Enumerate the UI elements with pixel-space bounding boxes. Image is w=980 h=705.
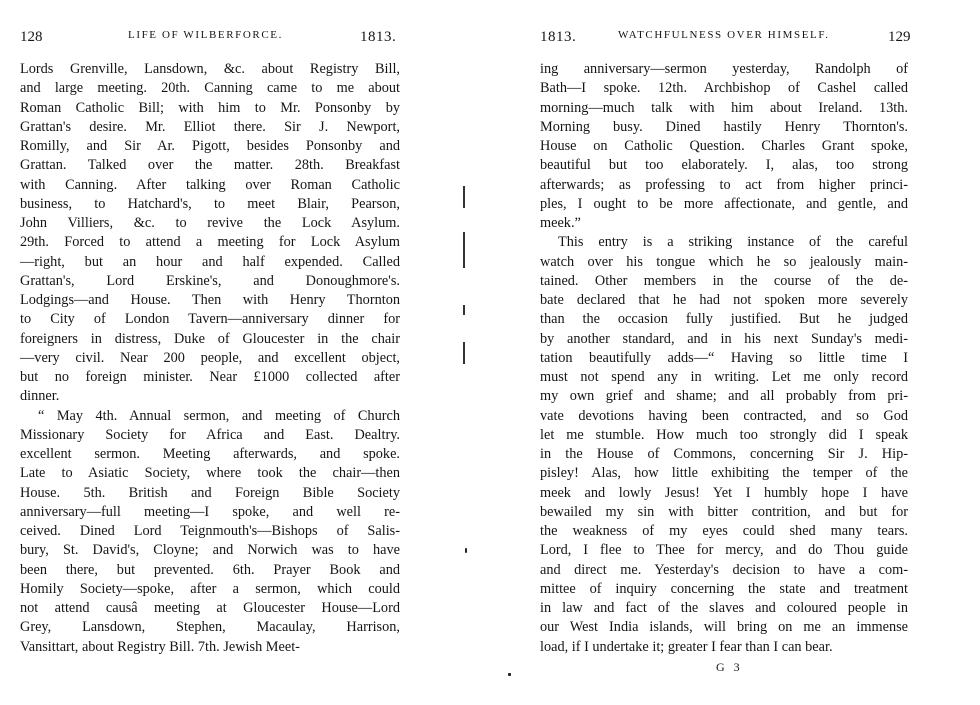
left-page-year: 1813.: [360, 29, 397, 45]
text-line: pisley! Alas, how little exhibiting the temper of the: [540, 465, 908, 482]
text-line: ceived. Dined Lord Teignmouth's—Bishops of Salis-: [20, 523, 400, 539]
gutter-dot: [465, 548, 467, 553]
text-line: tation beautifully adds—“ Having so little time I: [540, 349, 908, 366]
text-line: must not spend any in writing. Let me only record: [540, 369, 908, 385]
text-line: foreigners in distress, Duke of Gloucester in the chair: [20, 330, 400, 347]
text-line: Late to Asiatic Society, where took the chair—then: [20, 465, 400, 482]
left-page-text: [20, 60, 400, 657]
left-page-header: [0, 29, 470, 49]
text-line: ing anniversary—sermon yesterday, Randolph of: [540, 61, 908, 77]
text-line: Lords Grenville, Lansdown, &c. about Registry Bill,: [20, 61, 400, 77]
text-line: than the occasion fully justified. But he judged: [540, 311, 908, 328]
text-line: been there, but prevented. 6th. Prayer Book and: [20, 561, 400, 578]
text-line: bury, St. David's, Cloyne; and Norwich was to have: [20, 542, 400, 559]
text-line: not attend causâ meeting at Gloucester House—Lord: [20, 600, 400, 616]
right-page-header: [490, 29, 980, 49]
text-line: Bath—I spoke. 12th. Archbishop of Cashel called: [540, 80, 908, 97]
text-line: anniversary—full meeting—I spoke, and well re-: [20, 503, 400, 520]
text-line: —right, but an hour and half expended. Called: [20, 253, 400, 270]
text-line: with Canning. After talking over Roman Catholic: [20, 176, 400, 193]
text-line: vate devotions having been contracted, and so God: [540, 407, 908, 424]
text-line: to City of London Tavern—anniversary dinner for: [20, 311, 400, 328]
signature-mark: G 3: [716, 660, 743, 674]
gutter-mark: [463, 342, 465, 364]
text-line: John Villiers, &c. to revive the Lock Asylum.: [20, 215, 400, 231]
text-line: beautiful but too elaborately. I, alas, too strong: [540, 157, 908, 174]
bottom-dot: [508, 673, 511, 676]
text-line: Romilly, and Sir Ar. Pigott, besides Ponsonby and: [20, 138, 400, 154]
text-line: afterwards; as professing to act from higher princi-: [540, 176, 908, 193]
text-line: 29th. Forced to attend a meeting for Lock Asylum: [20, 234, 400, 251]
text-line: This entry is a striking instance of the careful: [558, 234, 908, 251]
text-line: Lodgings—and House. Then with Henry Thornton: [20, 292, 400, 308]
gutter-mark: [463, 232, 465, 268]
text-line: Morning busy. Dined hastily Henry Thornton's.: [540, 118, 908, 135]
text-line: Grey, Lansdown, Stephen, Macaulay, Harrison,: [20, 619, 400, 636]
right-page: [490, 0, 980, 705]
text-line: Grattan. Talked over the matter. 28th. Breakfast: [20, 157, 400, 174]
gutter-mark: [463, 305, 465, 315]
text-line: Homily Society—spoke, after a sermon, which could: [20, 580, 400, 597]
text-line: House on Catholic Question. Charles Grant spoke,: [540, 138, 908, 154]
text-line: excellent sermon. Meeting afterwards, and spoke.: [20, 446, 400, 462]
text-line: morning—much talk with him about Ireland. 13th.: [540, 99, 908, 116]
text-line: but no foreign minister. Near £1000 collected after: [20, 369, 400, 385]
text-line: business, to Hatchard's, to meet Blair, Pearson,: [20, 195, 400, 212]
text-line: meek.”: [540, 215, 581, 231]
text-line: dinner.: [20, 388, 60, 405]
text-line: let me stumble. How much too strongly did I speak: [540, 426, 908, 443]
text-line: watch over his tongue which he so jealously main-: [540, 253, 908, 270]
text-line: and large meeting. 20th. Canning came to me about: [20, 80, 400, 97]
text-line: load, if I undertake it; greater I fear than I can bear.: [540, 638, 833, 655]
text-line: House. 5th. British and Foreign Bible Society: [20, 484, 400, 501]
text-line: and direct me. Yesterday's decision to have a com-: [540, 561, 908, 578]
text-line: our West India islands, will bring on me an immense: [540, 619, 908, 636]
text-line: in law and fact of the slaves and coloured people in: [540, 600, 908, 616]
text-line: my own grief and shame; and all probably from pri-: [540, 388, 908, 405]
left-page: [0, 0, 470, 705]
text-line: meek and lowly Jesus! Yet I humbly hope I have: [540, 484, 908, 501]
text-line: Roman Catholic Bill; with him to Mr. Ponsonby by: [20, 99, 400, 116]
text-line: Grattan's, Lord Erskine's, and Donoughmore's.: [20, 272, 400, 289]
text-line: mittee of inquiry concerning the state and treatment: [540, 580, 908, 597]
text-line: Vansittart, about Registry Bill. 7th. Jewish Meet-: [20, 638, 300, 655]
right-running-head: WATCHFULNESS OVER HIMSELF.: [618, 29, 830, 41]
text-line: bate declared that he had not spoken more severely: [540, 292, 908, 308]
right-page-text: [540, 60, 908, 657]
left-page-number: 128: [20, 29, 43, 45]
text-line: —very civil. Near 200 people, and excellent object,: [20, 349, 400, 366]
right-page-year: 1813.: [540, 29, 577, 45]
text-line: Missionary Society for Africa and East. Dealtry.: [20, 426, 400, 443]
text-line: tained. Other members in the course of the de-: [540, 272, 908, 289]
text-line: the weakness of my eyes could shed many tears.: [540, 523, 908, 539]
text-line: in the House of Commons, concerning Sir J. Hip-: [540, 446, 908, 462]
text-line: Grattan's desire. Mr. Elliot there. Sir J. Newport,: [20, 118, 400, 135]
text-line: by another standard, and in his next Sunday's medi-: [540, 330, 908, 347]
text-line: “ May 4th. Annual sermon, and meeting of Church: [38, 407, 400, 424]
right-page-number: 129: [888, 29, 911, 45]
text-line: bewailed my sin with bitter contrition, and but for: [540, 503, 908, 520]
text-line: ples, I ought to be more affectionate, and gentle, and: [540, 195, 908, 212]
left-running-head: LIFE OF WILBERFORCE.: [128, 29, 283, 41]
text-line: Lord, I flee to Thee for mercy, and do Thou guide: [540, 542, 908, 559]
gutter-mark: [463, 186, 465, 208]
